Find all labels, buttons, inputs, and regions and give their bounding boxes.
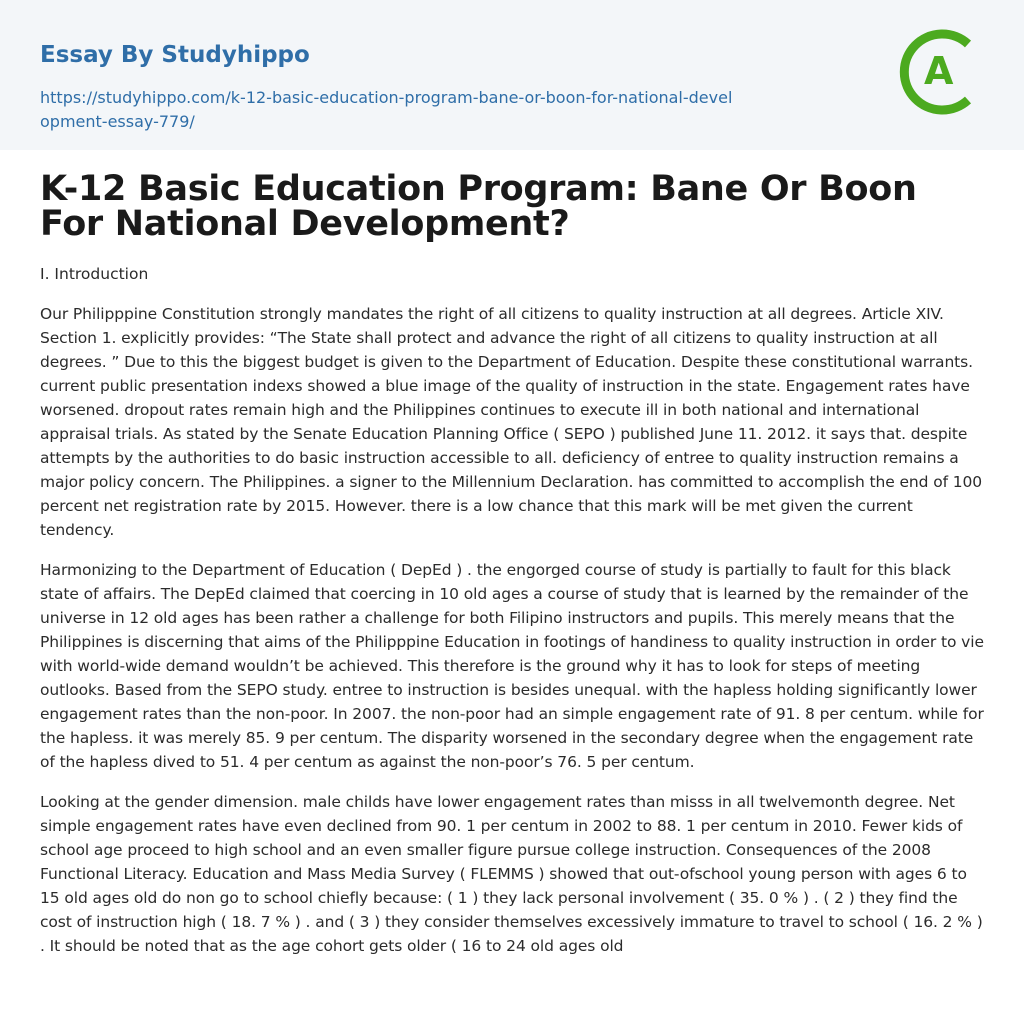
studyhippo-logo-icon[interactable] (896, 26, 988, 118)
essay-content (0, 150, 1024, 958)
essay-paragraph-3: Looking at the gender dimension. male childs have lower engagement rates than misss in all twelvemonth degree. Net simple engagement rates have even declined from 90. 1 per centum in 2002 to 88. 1 per centum in 2010. Fewer kids of school age proceed to high school and an even smaller figure pursue college instruction. Consequences of the 2008 Functional Literacy. Education and Mass Media Survey ( FLEMMS ) showed that out-ofschool young person with ages 6 to 15 old ages old do non go to school chiefly because: ( 1 ) they lack personal involvement ( 35. 0 % ) . ( 2 ) they find the cost of instruction high ( 18. 7 % ) . and ( 3 ) they consider themselves excessively immature to travel to school ( 16. 2 % ) . It should be noted that as the age cohort gets older ( 16 to 24 old ages old (40, 793, 983, 955)
essay-paragraph-2: Harmonizing to the Department of Education ( DepEd ) . the engorged course of study is partially to fault for this black state of affairs. The DepEd claimed that coercing in 10 old ages a course of study that is learned by the remainder of the universe in 12 old ages has been rather a challenge for both Filipino instructors and pupils. This merely means that the Philippines is discerning that aims of the Philipppine Education in footings of handiness to quality instruction in order to vie with world-wide demand wouldn’t be achieved. This therefore is the ground why it has to look for steps of meeting outlooks. Based from the SEPO study. entree to instruction is besides unequal. with the hapless holding significantly lower engagement rates than the non-poor. In 2007. the non-poor had an simple engagement rate of 91. 8 per centum. while for the hapless. it was merely 85. 9 per centum. The disparity worsened in the secondary degree when the engagement rate of the hapless dived to 51. 4 per centum as against the non-poor’s 76. 5 per centum. (40, 561, 984, 771)
section-heading-introduction: I. Introduction (40, 265, 149, 283)
source-url-link[interactable]: https://studyhippo.com/k-12-basic-education-program-bane-or-boon-for-national-development-essay-779/ (40, 88, 733, 131)
site-title[interactable]: Essay By Studyhippo (40, 42, 310, 68)
essay-paragraph-1: Our Philipppine Constitution strongly mandates the right of all citizens to quality instruction at all degrees. Article XIV. Section 1. explicitly provides: “The State shall protect and advance the right of all citizens to quality instruction at all degrees. ” Due to this the biggest budget is given to the Department of Education. Despite these constitutional warrants. current public presentation indexs showed a blue image of the quality of instruction in the state. Engagement rates have worsened. dropout rates remain high and the Philippines continues to execute ill in both national and international appraisal trials. As stated by the Senate Education Planning Office ( SEPO ) published June 11. 2012. it says that. despite attempts by the authorities to do basic instruction accessible to all. deficiency of entree to quality instruction remains a major policy concern. The Philippines. a signer to the Millennium Declaration. has committed to accomplish the end of 100 percent net registration rate by 2015. However. there is a low chance that this mark will be met given the current tendency. (40, 305, 983, 539)
logo-letter: A (924, 49, 954, 93)
essay-title: K-12 Basic Education Program: Bane Or Boon For National Development? (40, 169, 917, 244)
site-header (0, 0, 1024, 150)
